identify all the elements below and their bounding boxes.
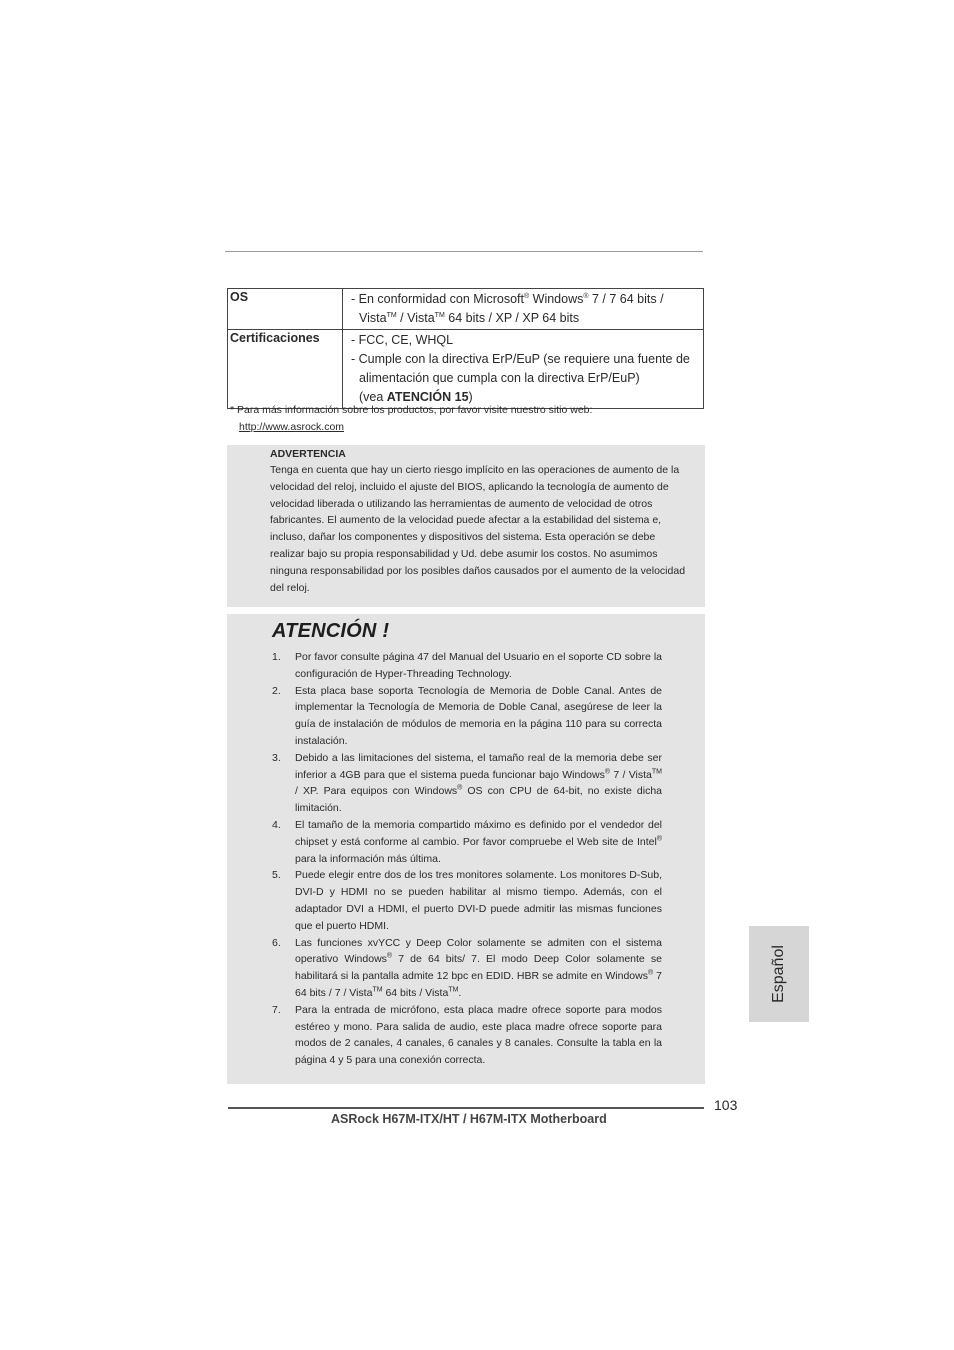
item-number: 4.: [272, 818, 281, 831]
footnote: [230, 402, 592, 436]
attention-list: [272, 649, 662, 1069]
footer-rule: [228, 1107, 704, 1109]
website-link[interactable]: http://www.asrock.com: [239, 421, 345, 433]
spec-row-os: [228, 289, 704, 330]
item-text: Debido a las limitaciones del sistema, el tamaño real de la memoria debe ser inferior a 4GB para que el sistema pueda funcionar bajo Windows® 7 / Vista™ / XP. Para equipos con Windows® OS con CPU de 64-bit, no existe dicha limitación.: [295, 751, 662, 815]
spec-label-os: OS: [228, 289, 343, 330]
spec-label-cert: Certificaciones: [228, 330, 343, 409]
spec-value-cert: [343, 330, 704, 409]
list-item: [272, 1002, 662, 1069]
cert-line-1: - FCC, CE, WHQL: [351, 333, 454, 347]
language-tab: [749, 926, 809, 1022]
spec-value-os: [343, 289, 704, 330]
item-number: 6.: [272, 936, 281, 949]
footnote-text: * Para más información sobre los productos, por favor visite nuestro sitio web:: [230, 404, 593, 416]
list-item: [272, 935, 662, 1002]
list-item: [272, 750, 662, 817]
list-item: [272, 649, 662, 683]
list-item: [272, 867, 662, 934]
footer-title: ASRock H67M-ITX/HT / H67M-ITX Motherboard: [331, 1112, 607, 1126]
item-number: 7.: [272, 1003, 281, 1016]
item-text: Para la entrada de micrófono, esta placa madre ofrece soporte para modos estéreo y mono. Para salida de audio, este placa madre ofrece soporte para modos de 2 canales, 4 canales, 6 canales y 8 canales. Consulte la tabla en la página 4 y 5 para una conexión correcta.: [295, 1003, 662, 1067]
spec-table: [227, 288, 704, 409]
item-number: 3.: [272, 751, 281, 764]
list-item: [272, 683, 662, 750]
os-line-2: Vista™ / Vista™ 64 bits / XP / XP 64 bits: [359, 311, 580, 325]
cert-line-4: (vea ATENCIÓN 15): [359, 390, 473, 404]
language-label: Español: [770, 945, 787, 1003]
item-text: Por favor consulte página 47 del Manual del Usuario en el soporte CD sobre la configuración de Hyper-Threading Technology.: [295, 651, 662, 680]
item-number: 2.: [272, 684, 281, 697]
spec-row-cert: [228, 330, 704, 409]
top-rule: [225, 251, 703, 252]
warning-body: Tenga en cuenta que hay un cierto riesgo implícito en las operaciones de aumento de la velocidad del reloj, incluido el ajuste del BIOS, aplicando la tecnología de aumento de velocidad liberada o utilizando las herramientas de aumento de velocidad de otros fabricantes. El aumento de la velocidad puede afectar a la estabilidad del sistema e, incluso, dañar los componentes y dispositivos del sistema. Esta operación se debe realizar bajo su propia responsabilidad y Ud. debe asumir los costos. No asumimos ninguna responsabilidad por los posibles daños causados por el aumento de la velocidad del reloj.: [270, 464, 686, 594]
os-line-1: - En conformidad con Microsoft® Windows® 7 / 7 64 bits /: [351, 292, 664, 306]
item-number: 1.: [272, 651, 281, 663]
item-text: Las funciones xvYCC y Deep Color solamente se admiten con el sistema operativo Windows® 7 de 64 bits/ 7. El modo Deep Color solamente se habilitará si la pantalla admite 12 bpc en EDID. HBR se admite en Windows® 7 64 bits / 7 / Vista™ 64 bits / Vista™.: [295, 936, 662, 999]
cert-line-2: - Cumple con la directiva ErP/EuP (se requiere una fuente de: [351, 352, 690, 366]
list-item: [272, 817, 662, 867]
item-text: Esta placa base soporta Tecnología de Memoria de Doble Canal. Antes de implementar la Tecnología de Memoria de Doble Canal, asegúrese de leer la guía de instalación de módulos de memoria en la página 110 para su correcta instalación.: [295, 684, 662, 747]
item-text: El tamaño de la memoria compartido máximo es definido por el vendedor del chipset y está conforme al cambio. Por favor compruebe el Web site de Intel® para la información más última.: [295, 818, 662, 865]
attention-title: ATENCIÓN !: [272, 620, 390, 642]
page-number: 103: [714, 1097, 738, 1113]
item-text: Puede elegir entre dos de los tres monitores solamente. Los monitores D-Sub, DVI-D y HDMI no se pueden habilitar al mismo tiempo. Además, con el adaptador DVI a HDMI, el puerto DVI-D puede admitir las mismas funciones que el puerto HDMI.: [295, 869, 662, 932]
cert-line-3: alimentación que cumpla con la directiva ErP/EuP): [359, 371, 640, 385]
warning-title: ADVERTENCIA: [270, 448, 346, 460]
item-number: 5.: [272, 869, 281, 882]
